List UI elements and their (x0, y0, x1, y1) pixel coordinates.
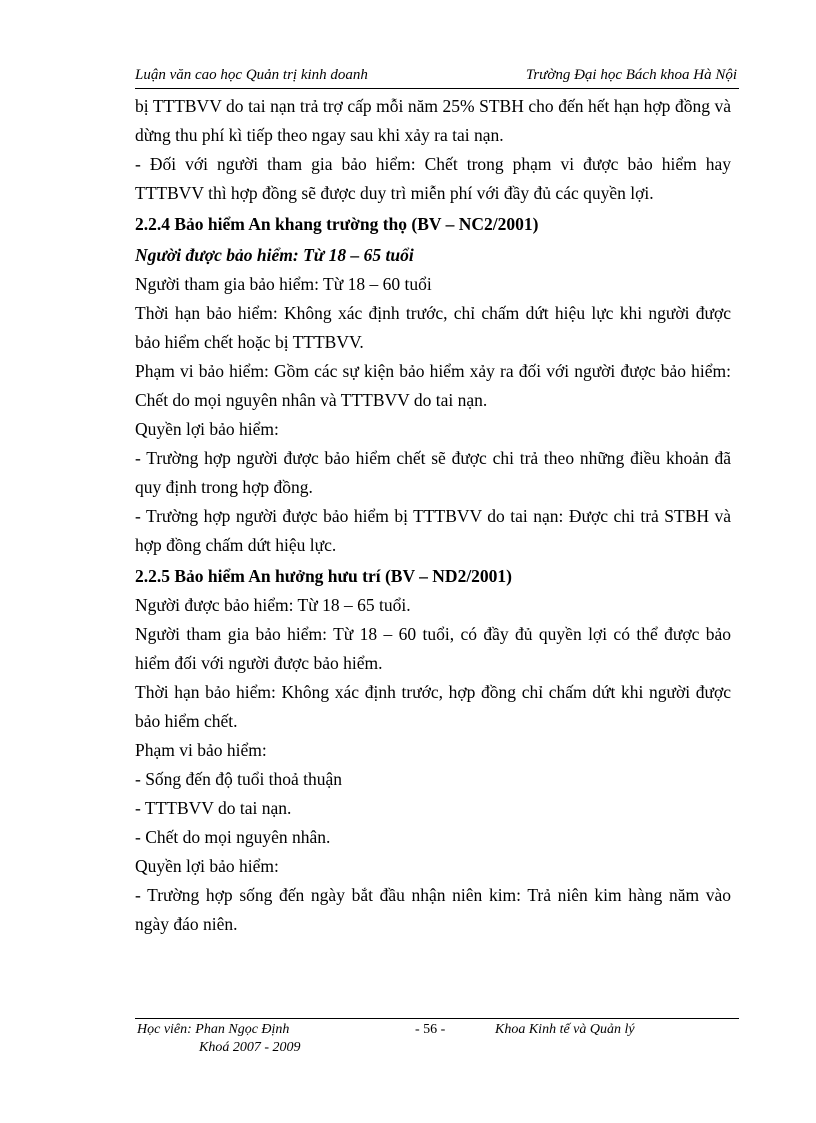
subheading-insured-age: Người được bảo hiểm: Từ 18 – 65 tuổi (135, 245, 414, 265)
section-heading-2-2-5: 2.2.5 Bảo hiểm An hưởng hưu trí (BV – ND2/2001) (135, 566, 513, 586)
section-heading-2-2-4: 2.2.4 Bảo hiểm An khang trường thọ (BV – NC2/2001) (135, 214, 539, 234)
paragraph: - Trường hợp người được bảo hiểm bị TTTBVV do tai nạn: Được chi trả STBH và hợp đồng chấm dứt hiệu lực. (135, 506, 731, 555)
paragraph: Quyền lợi bảo hiểm: (135, 856, 279, 876)
header-university: Trường Đại học Bách khoa Hà Nội (525, 67, 737, 83)
footer-cohort: Khoá 2007 - 2009 (199, 1040, 301, 1055)
paragraph: Người tham gia bảo hiểm: Từ 18 – 60 tuổi, có đầy đủ quyền lợi có thể được bảo hiểm đối với người được bảo hiểm. (135, 624, 731, 673)
list-item: - Chết do mọi nguyên nhân. (135, 827, 331, 847)
list-item: - Sống đến độ tuổi thoả thuận (135, 769, 343, 789)
header-thesis-title: Luận văn cao học Quản trị kinh doanh (135, 67, 368, 83)
footer-faculty: Khoa Kinh tế và Quản lý (495, 1022, 635, 1037)
page-footer (135, 1018, 739, 1055)
paragraph: - Đối với người tham gia bảo hiểm: Chết trong phạm vi được bảo hiểm hay TTTBVV thì hợp đồng sẽ được duy trì miễn phí với đầy đủ các quyền lợi. (135, 154, 731, 203)
paragraph: Phạm vi bảo hiểm: (135, 740, 267, 760)
page-header (135, 64, 739, 89)
paragraph: - Trường hợp sống đến ngày bắt đầu nhận niên kim: Trả niên kim hàng năm vào ngày đáo niên. (135, 885, 731, 934)
page-number: - 56 - (415, 1022, 446, 1037)
paragraph: Phạm vi bảo hiểm: Gồm các sự kiện bảo hiểm xảy ra đối với người được bảo hiểm: Chết do mọi nguyên nhân và TTTBVV do tai nạn. (135, 361, 731, 410)
paragraph: Người được bảo hiểm: Từ 18 – 65 tuổi. (135, 595, 411, 615)
paragraph: Thời hạn bảo hiểm: Không xác định trước, chỉ chấm dứt hiệu lực khi người được bảo hiểm chết hoặc bị TTTBVV. (135, 303, 731, 352)
paragraph: bị TTTBVV do tai nạn trả trợ cấp mỗi năm 25% STBH cho đến hết hạn hợp đồng và dừng thu phí kì tiếp theo ngay sau khi xảy ra tai nạn. (135, 96, 731, 145)
page-body (135, 92, 731, 939)
paragraph: Thời hạn bảo hiểm: Không xác định trước, hợp đồng chỉ chấm dứt khi người được bảo hiểm chết. (135, 682, 731, 731)
list-item: - TTTBVV do tai nạn. (135, 798, 292, 818)
paragraph: - Trường hợp người được bảo hiểm chết sẽ được chi trả theo những điều khoản đã quy định trong hợp đồng. (135, 448, 731, 497)
paragraph: Người tham gia bảo hiểm: Từ 18 – 60 tuổi (135, 274, 432, 294)
paragraph: Quyền lợi bảo hiểm: (135, 419, 279, 439)
footer-student-name: Học viên: Phan Ngọc Định (137, 1022, 290, 1037)
